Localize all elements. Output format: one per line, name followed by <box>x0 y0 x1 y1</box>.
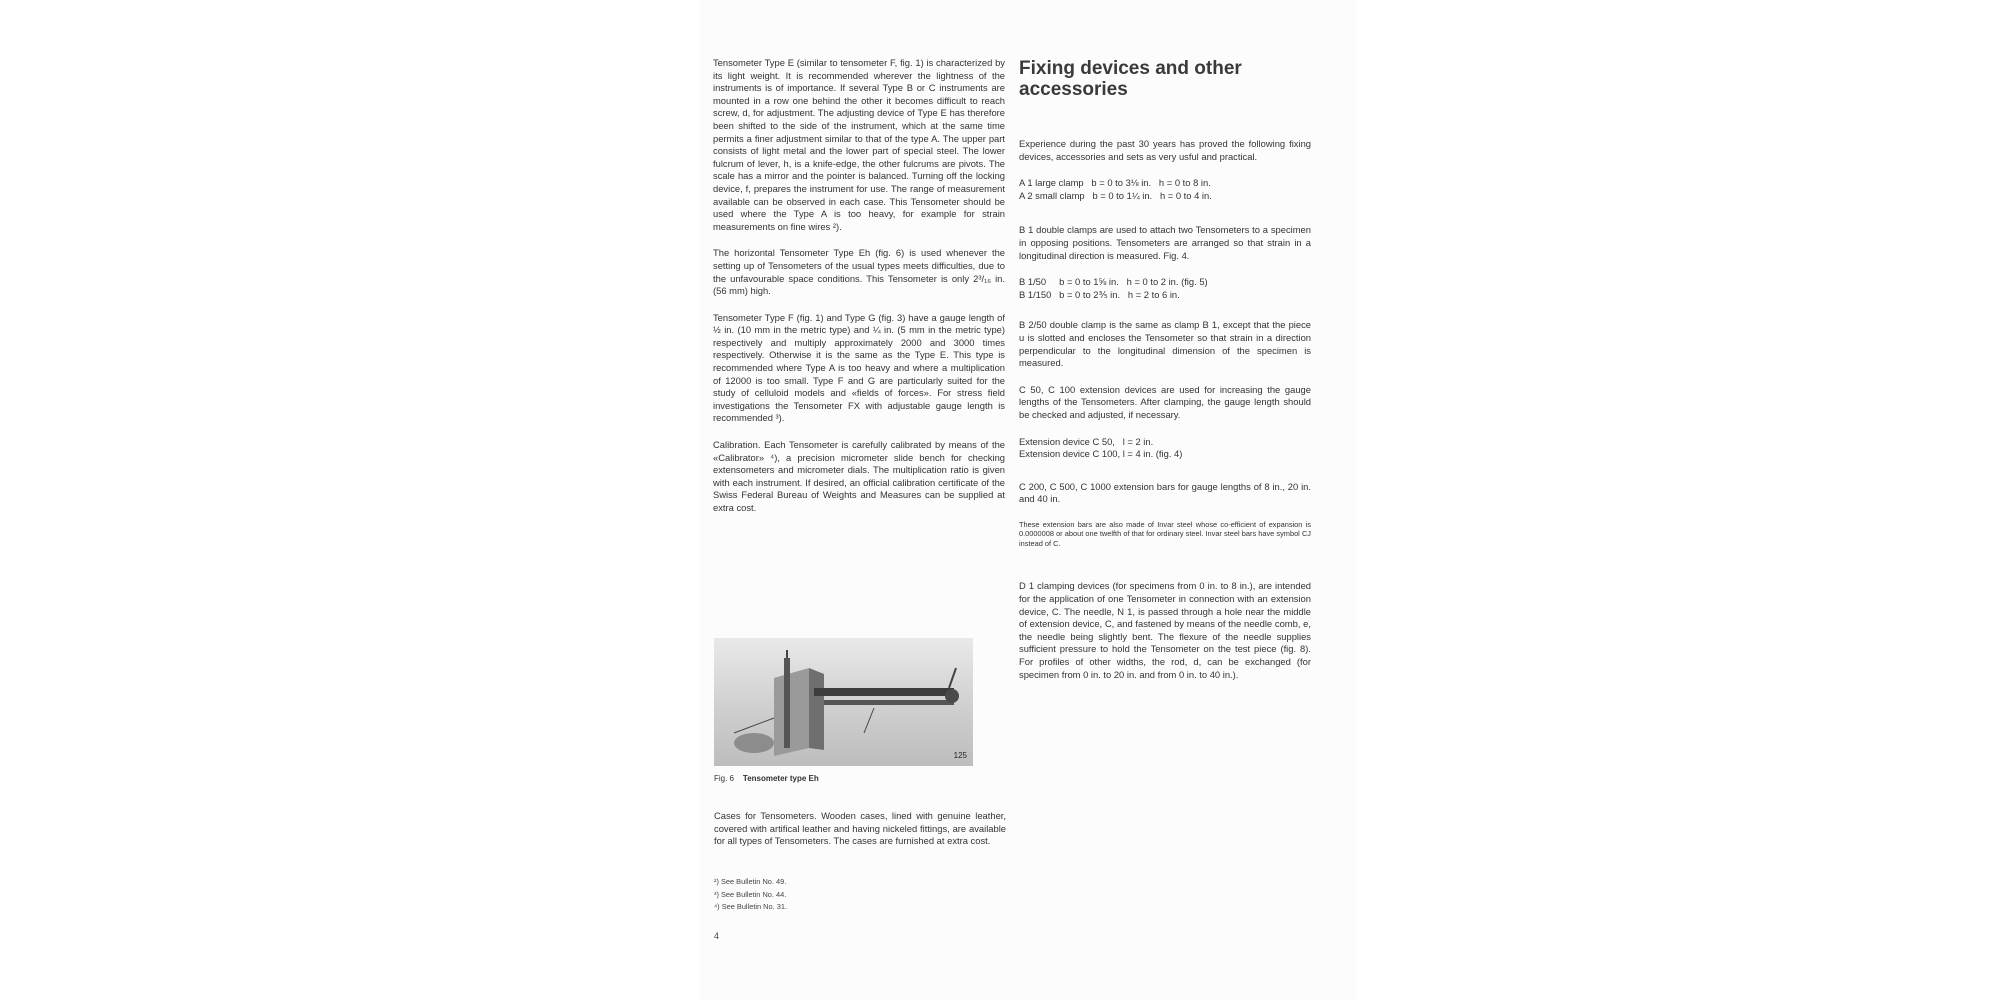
figure-caption <box>714 774 819 783</box>
right-column <box>1019 58 1311 695</box>
cases-section <box>714 810 1006 862</box>
spec-ext-c100: Extension device C 100, l = 4 in. (fig. 4) <box>1019 448 1183 460</box>
caption-text: Tensometer type Eh <box>742 774 819 783</box>
spec-a2: A 2 small clamp b = 0 to 1¼ in. h = 0 to 4 in. <box>1019 189 1212 201</box>
footnote: ³) See Bulletin No. 44. <box>714 889 787 899</box>
photo-number: 125 <box>953 751 967 760</box>
paragraph-horizontal-tensometer: The horizontal Tensometer Type Eh (fig. 6) is used whenever the setting up of Tensometers of the usual types meets difficulties, due to the unfavourable space conditions. This Tensometer is only 2³/₁₆ in. (56 mm) high. <box>713 247 1005 297</box>
paragraph-cases: Cases for Tensometers. Wooden cases, lined with genuine leather, covered with artifical leather and having nickeled fittings, are available for all types of Tensometers. The cases are furnished at extra cost. <box>714 810 1006 847</box>
document-page <box>700 0 1356 1000</box>
paragraph-b1: B 1 double clamps are used to attach two Tensometers to a specimen in opposing positions. Tensometers are arranged so that strain in a longitudinal direction is measured. Fig. 4. <box>1019 224 1311 261</box>
paragraph-intro: Experience during the past 30 years has proved the following fixing devices, accessories and sets as very usful and practical. <box>1019 138 1311 162</box>
left-column <box>713 57 1005 529</box>
paragraph-invar: These extension bars are also made of Invar steel whose co-efficient of expansion is 0.0000008 or about one twelfth of that for ordinary steel. Invar steel bars have symbol CJ instead of C. <box>1019 519 1311 548</box>
tensometer-illustration <box>714 638 973 766</box>
paragraph-c200: C 200, C 500, C 1000 extension bars for gauge lengths of 8 in., 20 in. and 40 in. <box>1019 480 1311 505</box>
page-number: 4 <box>714 931 720 941</box>
caption-fig-label: Fig. 6 <box>714 774 735 783</box>
spec-a1: A 1 large clamp b = 0 to 3⅛ in. h = 0 to 8 in. <box>1019 177 1211 189</box>
footnote: ⁴) See Bulletin No. 31. <box>714 902 788 911</box>
paragraph-d1: D 1 clamping devices (for specimens from 0 in. to 8 in.), are intended for the application of one Tensometer in connection with an extension device, C. The needle, N 1, is passed through a hole near the middle of extension device, C, and fastened by means of the needle comb, e, the needle being slightly bent. The flexure of the needle supplies sufficient pressure to hold the Tensometer on the test piece (fig. 8). For profiles of other widths, the rod, d, can be exchanged (for specimen from 0 in. to 20 in. and from 0 in. to 40 in.). <box>1019 580 1311 680</box>
footnotes <box>714 876 787 914</box>
paragraph-b250: B 2/50 double clamp is the same as clamp B 1, except that the piece u is slotted and encloses the Tensometer so that strain in a direction perpendicular to the longitudinal dimension of the specimen is measured. <box>1019 319 1311 369</box>
section-heading: Fixing devices and other accessories <box>1019 58 1242 100</box>
tensometer-photo <box>714 638 973 766</box>
paragraph-tensometer-f-g: Tensometer Type F (fig. 1) and Type G (fig. 3) have a gauge length of ½ in. (10 mm in the metric type) and ¼ in. (5 mm in the metric type) respectively and multiply approximately 2000 and 3000 times respectively. Otherwise it is the same as the Type E. This type is recommended where Type A is too heavy and where a multiplication of 12000 is too small. Type F and G are particularly suited for the study of celluloid models and «fields of forces». For stress field investigations the Tensometer FX with adjustable gauge length is recommended ³). <box>713 311 1005 424</box>
paragraph-calibration: Calibration. Each Tensometer is carefully calibrated by means of the «Calibrator» ⁴), a precision micrometer slide bench for checking extensometers and micrometer dials. The multiplication ratio is given with each instrument. If desired, an official calibration certificate of the Swiss Federal Bureau of Weights and Measures can be supplied at extra cost. <box>713 439 1005 513</box>
spec-ext-c50: Extension device C 50, l = 2 in. <box>1019 435 1154 447</box>
spec-b150: B 1/50 b = 0 to 1⅝ in. h = 0 to 2 in. (fig. 5) <box>1019 276 1208 288</box>
paragraph-tensometer-e: Tensometer Type E (similar to tensometer F, fig. 1) is characterized by its light weight. It is recommended wherever the lightness of the instruments is of importance. If several Type B or C instruments are mounted in a row one behind the other it becomes difficult to reach screw, d, for adjustment. The adjusting device of Type E has therefore been shifted to the side of the instrument, which at the same time permits a finer adjustment similar to that of the type A. The upper part consists of light metal and the lower part of special steel. The lower fulcrum of lever, h, is a knife-edge, the other fulcrums are pivots. The scale has a mirror and the pointer is balanced. Turning off the locking device, f, prepares the instrument for use. The range of measurement available can be observed in each case. This Tensometer should be used where the Type A is too heavy, for example for strain measurements on fine wires ²). <box>713 57 1005 232</box>
spec-b1150: B 1/150 b = 0 to 2⅗ in. h = 2 to 6 in. <box>1019 288 1180 300</box>
footnote: ²) See Bulletin No. 49. <box>714 877 787 886</box>
paragraph-c50: C 50, C 100 extension devices are used for increasing the gauge lengths of the Tensometers. After clamping, the gauge length should be checked and adjusted, if necessary. <box>1019 383 1311 420</box>
